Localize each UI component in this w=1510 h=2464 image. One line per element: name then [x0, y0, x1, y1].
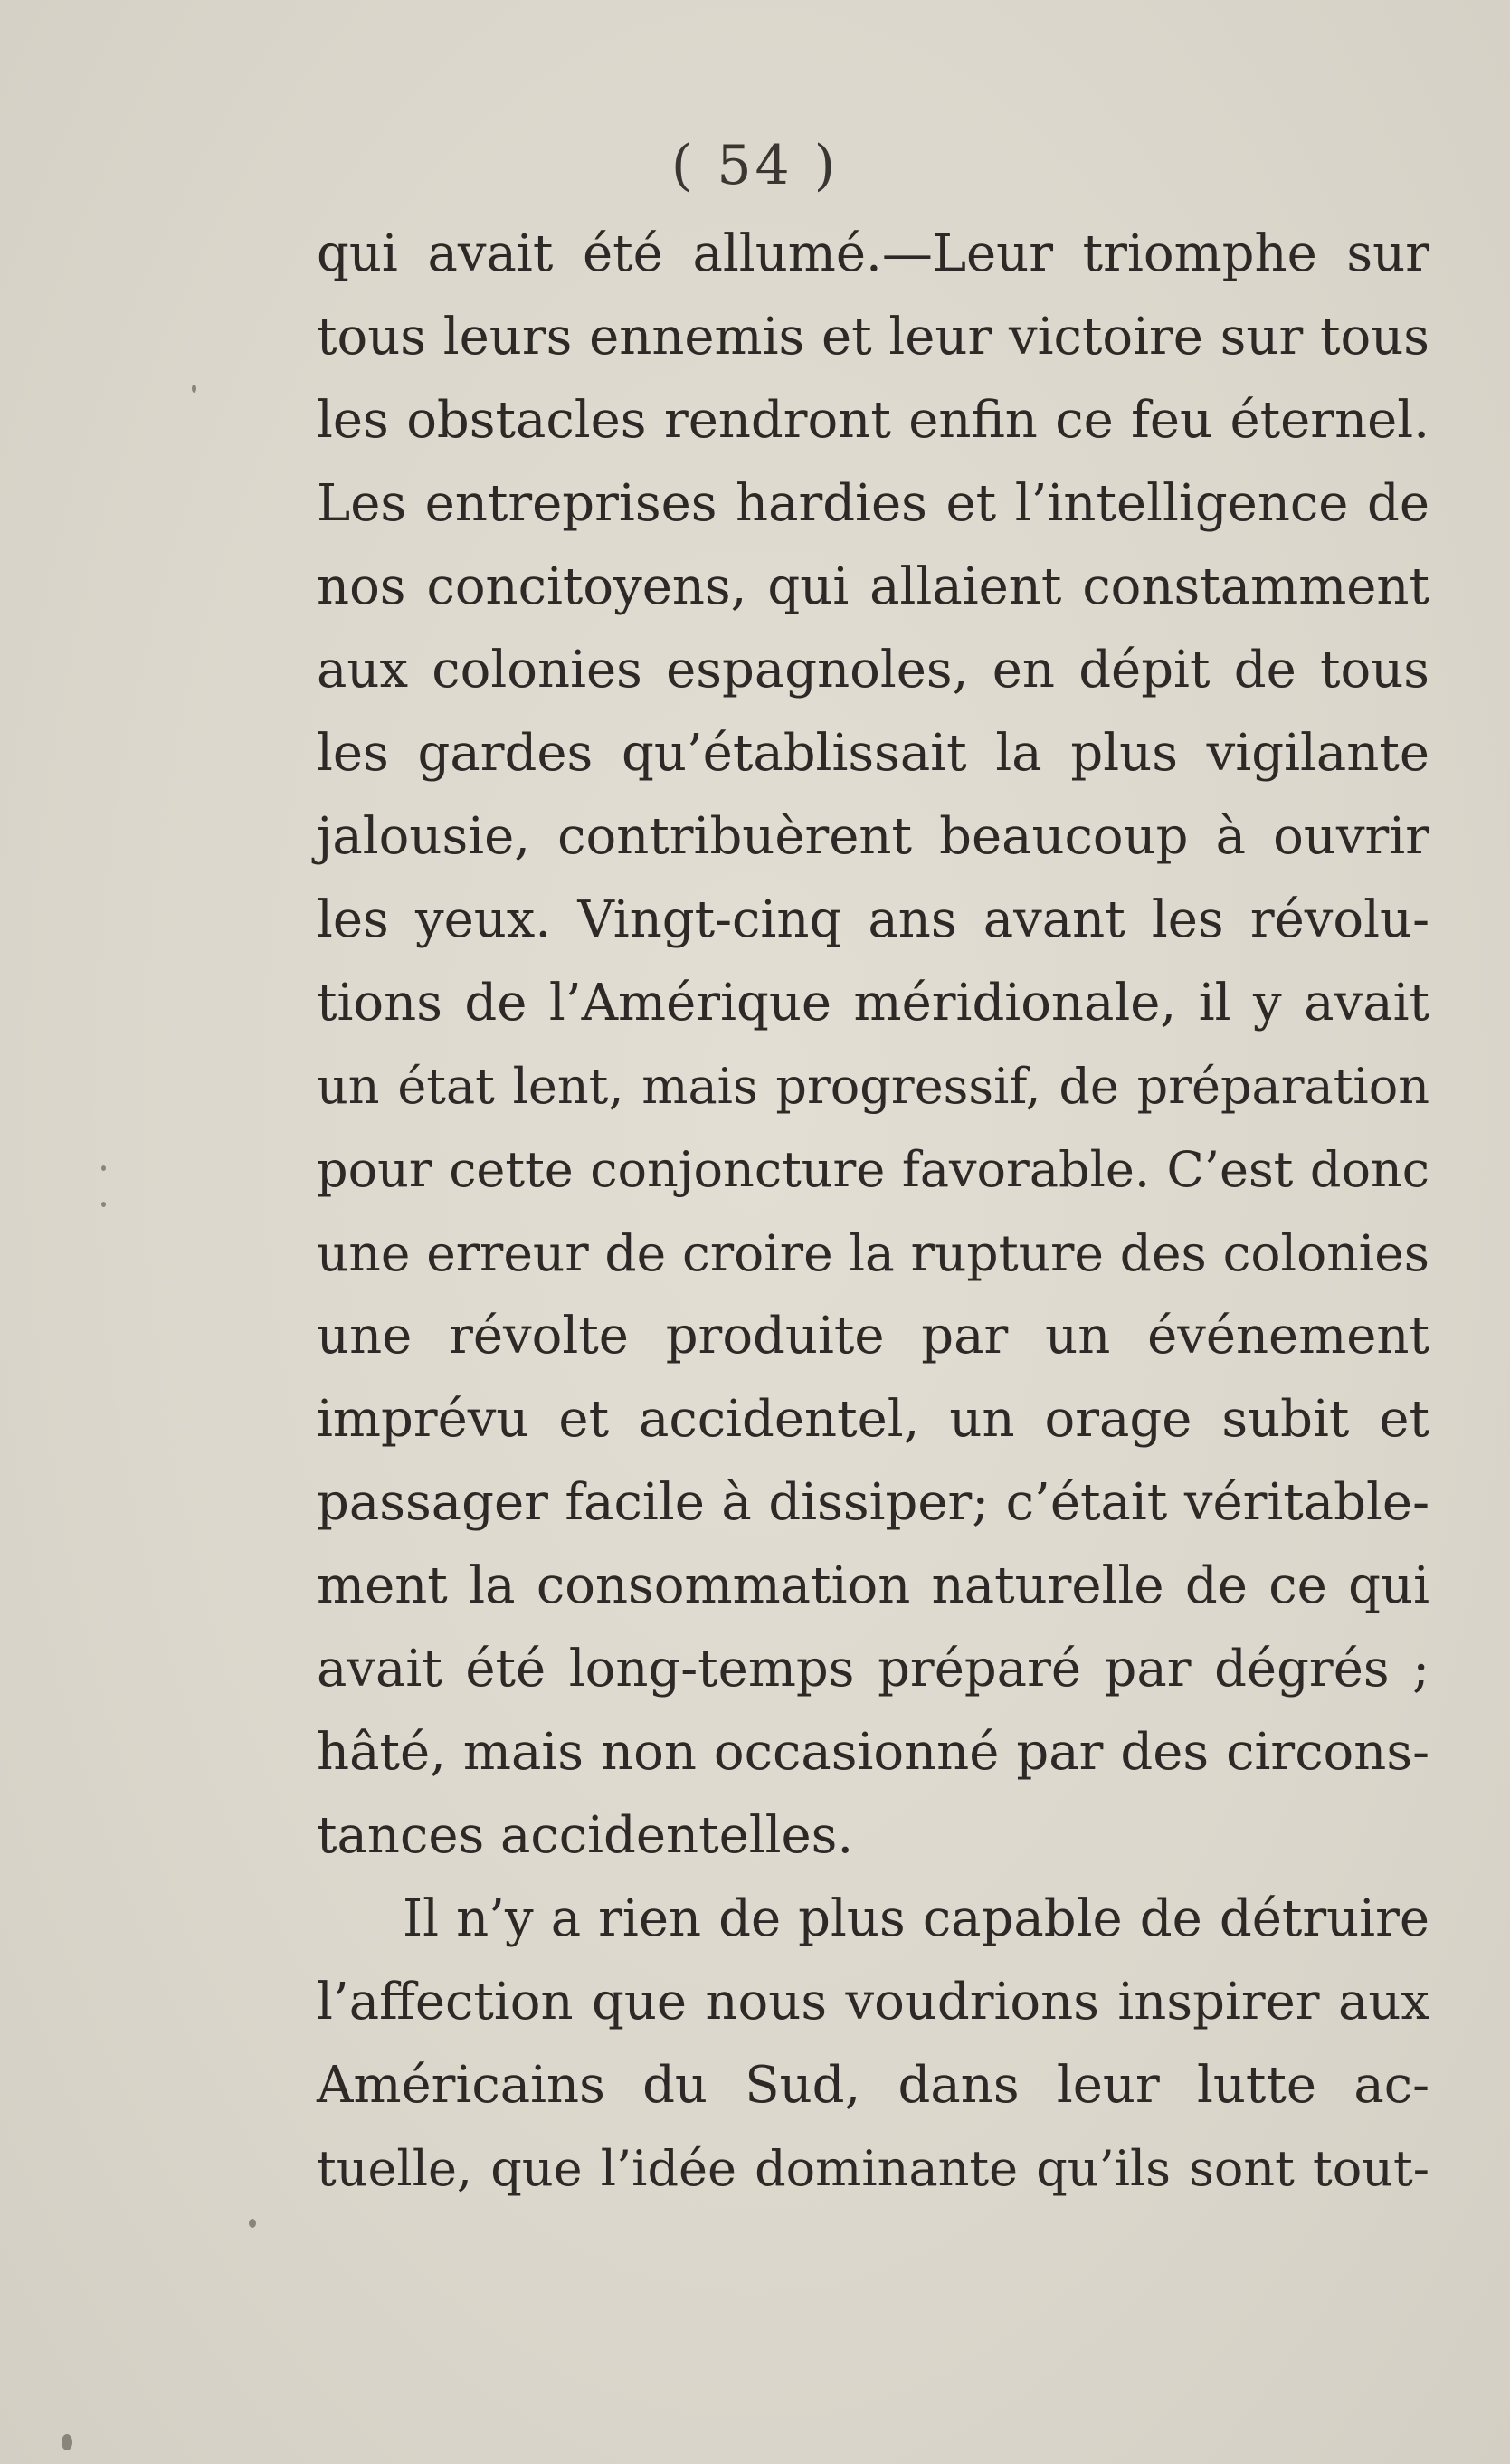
text-line: une erreur de croire la rupture des colonies	[317, 1224, 1429, 1282]
paper-speck	[192, 385, 196, 393]
text-line: Les entreprises hardies et l’intelligence de	[317, 474, 1429, 533]
text-line: l’affection que nous voudrions inspirer aux	[317, 1973, 1429, 2031]
text-line: aux colonies espagnoles, en dépit de tous	[317, 641, 1429, 699]
text-line-paragraph-end: tances accidentelles.	[317, 1806, 854, 1865]
paper-speck	[62, 2434, 72, 2450]
text-line: ment la consommation naturelle de ce qui	[317, 1556, 1429, 1615]
text-line: les gardes qu’établissait la plus vigilante	[317, 724, 1429, 783]
text-line: un état lent, mais progressif, de préparation	[317, 1058, 1429, 1115]
text-line: qui avait été allumé.—Leur triomphe sur	[317, 224, 1429, 283]
paper-speck	[249, 2219, 256, 2228]
text-line: tous leurs ennemis et leur victoire sur tous	[317, 308, 1429, 366]
text-line: les obstacles rendront enfin ce feu éternel.	[317, 391, 1429, 450]
text-line: imprévu et accidentel, un orage subit et	[317, 1390, 1429, 1449]
text-line-paragraph-start: Il n’y a rien de plus capable de détruire	[403, 1889, 1429, 1948]
text-line: passager facile à dissiper; c’était véritable-	[317, 1473, 1429, 1532]
paper-speck	[101, 1202, 106, 1207]
page-number: ( 54 )	[670, 134, 840, 197]
paper-speck	[101, 1165, 106, 1171]
text-line: pour cette conjoncture favorable. C’est donc	[317, 1141, 1429, 1198]
text-line: une révolte produite par un événement	[317, 1307, 1429, 1365]
text-line: tuelle, que l’idée dominante qu’ils sont tout-	[317, 2140, 1429, 2197]
text-line: les yeux. Vingt-cinq ans avant les révolu-	[317, 890, 1429, 949]
text-line: tions de l’Amérique méridionale, il y avait	[317, 974, 1429, 1032]
text-line: avait été long-temps préparé par dégrés ;	[317, 1640, 1429, 1698]
text-line: Américains du Sud, dans leur lutte ac-	[317, 2056, 1429, 2115]
text-line: jalousie, contribuèrent beaucoup à ouvrir	[317, 807, 1429, 866]
text-line: hâté, mais non occasionné par des circons-	[317, 1723, 1429, 1782]
text-line: nos concitoyens, qui allaient constamment	[317, 557, 1429, 616]
